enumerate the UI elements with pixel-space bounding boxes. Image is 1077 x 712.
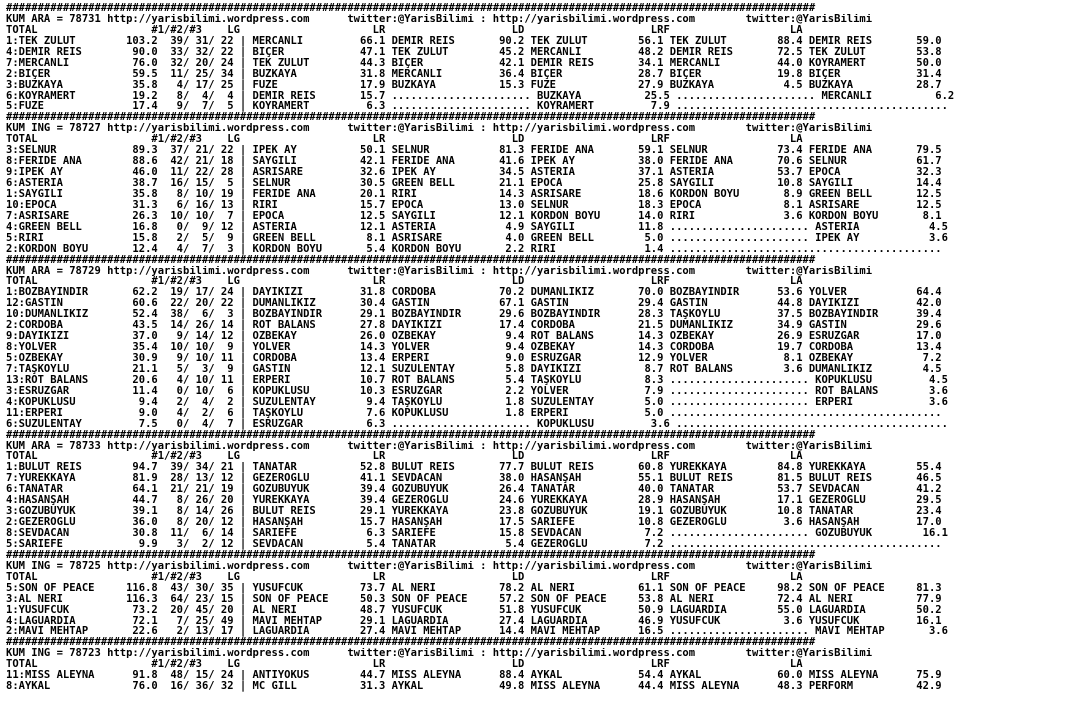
race-header-line: KUM ARA = 78733 http://yarisbilimi.wordpress.com twitter:@YarisBilimi : http://yarisbilimi.wordpress.com twitter:@YarisBilimi	[6, 440, 873, 452]
race-row-line: 3:SELNUR 89.3 37/ 21/ 22 | İPEK AY 50.1 SELNUR 81.3 FERİDE ANA 59.1 SELNUR 73.4 FERİDE ANA 79.5	[6, 145, 942, 157]
race-row-line: 4:DEMİR REİS 90.0 33/ 32/ 22 | BİÇER 47.1 TEK ZULUT 45.2 MERCANLI 48.2 DEMİR REİS 72.5 TEK ZULUT 53.8	[6, 46, 942, 58]
separator-line: ################################################################################################################################	[6, 549, 816, 561]
race-header-line: KUM ARA = 78731 http://yarisbilimi.wordpress.com twitter:@YarisBilimi : http://yarisbilimi.wordpress.com twitter:@YarisBilimi	[6, 13, 873, 25]
race-row-line: 7:YÜREKKAYA 81.9 28/ 13/ 12 | GEZEROĞLU 41.1 SEVDACAN 38.0 HASANŞAH 55.1 BULUT REİS 81.5 BULUT REİS 46.5	[6, 473, 942, 485]
race-row-line: 7:MERCANLI 76.0 32/ 20/ 24 | TEK ZULUT 44.3 BİÇER 42.1 DEMİR REİS 34.1 MERCANLI 44.0 KOYRAMERT 50.0	[6, 57, 942, 69]
column-header-line: TOTAL #1/#2/#3 LG LR LD LRF LA	[6, 659, 803, 671]
separator-line: ################################################################################################################################	[6, 112, 816, 124]
race-row-line: 4:LAGUARDIA 72.1 7/ 25/ 49 | MAVİ MEHTAP 29.1 LAGUARDIA 27.4 LAGUARDIA 46.9 YUSUFCUK 3.6 YUSUFCUK 16.1	[6, 615, 942, 627]
race-header-line: KUM ING = 78727 http://yarisbilimi.wordpress.com twitter:@YarisBilimi : http://yarisbilimi.wordpress.com twitter:@YarisBilimi	[6, 123, 873, 135]
race-row-line: 2:GEZEROĞLU 36.0 8/ 20/ 12 | HASANŞAH 15.7 HASANŞAH 17.5 SARİEFE 10.8 GEZEROĞLU 3.6 HASANŞAH 17.0	[6, 517, 942, 528]
race-row-line: 1:YUSUFCUK 73.2 20/ 45/ 20 | AL NERİ 48.7 YUSUFCUK 51.8 YUSUFCUK 50.9 LAGUARDIA 55.0 LAGUARDIA 50.2	[6, 604, 942, 616]
race-row-line: 6:TANATAR 64.1 21/ 21/ 19 | GÖZÜBÜYÜK 39.4 GÖZÜBÜYÜK 26.4 TANATAR 40.0 TANATAR 53.7 SEVDACAN 41.2	[6, 484, 942, 496]
race-row-line: 5:RİRİ 15.8 2/ 5/ 9 | GREEN BELL 8.1 ASRISARE 4.0 GREEN BELL 5.0 ...................... İPEK AY 3.6	[6, 232, 948, 244]
race-row-line: 5:SON OF PEACE 116.8 43/ 30/ 35 | YUSUFCUK 73.7 AL NERİ 78.2 AL NERİ 61.1 SON OF PEACE 98.2 SON OF PEACE 81.3	[6, 582, 942, 594]
separator-line: ################################################################################################################################	[6, 637, 816, 649]
race-row-line: 13:ROT BALANS 20.6 4/ 10/ 11 | ERPERİ 10.7 ROT BALANS 5.4 TAŞKÖYLÜ 8.3 ...................... KÖPÜKLÜSÜ 4.5	[6, 374, 948, 386]
race-header-line: KUM ING = 78723 http://yarisbilimi.wordpress.com twitter:@YarisBilimi : http://yarisbilimi.wordpress.com twitter:@YarisBilimi	[6, 648, 873, 660]
race-row-line: 2:MAVİ MEHTAP 22.6 2/ 13/ 17 | LAGUARDIA 27.4 MAVİ MEHTAP 14.4 MAVİ MEHTAP 16.5 ...................... MAVİ MEHTAP 3.6	[6, 626, 948, 638]
race-row-line: 5:SARİEFE 9.9 3/ 2/ 12 | SEVDACAN 5.4 TANATAR 5.4 GEZEROĞLU 7.2 ...........................................	[6, 538, 942, 550]
race-row-line: 6:SÜZÜLENTAY 7.5 0/ 4/ 7 | ESRÜZGAR 6.3 ...................... KÖPÜKLÜSÜ 3.6 ...........................................	[6, 418, 948, 430]
race-row-line: 8:YOLVER 35.4 10/ 10/ 9 | YOLVER 14.3 YOLVER 9.4 ÖZBEKAY 14.3 CORDOBA 19.7 CORDOBA 13.4	[6, 342, 942, 353]
race-row-line: 12:GASTİN 60.6 22/ 20/ 22 | DUMANLIKIZ 30.4 GASTİN 67.1 GASTİN 29.4 GASTİN 44.8 DAYIKIZI 42.0	[6, 298, 942, 310]
separator-line: ################################################################################################################################	[6, 429, 816, 441]
race-row-line: 1:SAYGILI 35.8 8/ 10/ 19 | FERİDE ANA 20.1 RİRİ 14.3 ASRISARE 18.6 KORDON BOYU 8.9 GREEN BELL 12.5	[6, 188, 942, 200]
column-header-line: TOTAL #1/#2/#3 LG LR LD LRF LA	[6, 451, 803, 463]
race-row-line: 4:GREEN BELL 16.8 0/ 9/ 12 | ASTERİA 12.1 ASTERİA 4.9 SAYGILI 11.8 ...................... ASTERİA 4.5	[6, 221, 948, 233]
race-row-line: 10:EPOCA 31.3 6/ 16/ 13 | RİRİ 15.7 EPOCA 13.0 SELNUR 18.3 EPOCA 8.1 ASRISARE 12.5	[6, 199, 942, 211]
column-header-line: TOTAL #1/#2/#3 LG LR LD LRF LA	[6, 134, 803, 146]
race-row-line: 9:DAYIKIZI 37.0 9/ 14/ 12 | ÖZBEKAY 26.0 ÖZBEKAY 9.4 ROT BALANS 14.3 ÖZBEKAY 26.9 ESRÜZGAR 17.0	[6, 331, 942, 343]
race-row-line: 2:BİÇER 59.5 11/ 25/ 34 | BUZKAYA 31.8 MERCANLI 36.4 BİÇER 28.7 BİÇER 19.8 BİÇER 31.4	[6, 68, 942, 80]
race-row-line: 8:AYKAL 76.0 16/ 36/ 32 | MC GILL 31.3 AYKAL 49.8 MISS ALEYNA 44.4 MISS ALEYNA 48.3 PERFORM 42.9	[6, 681, 942, 693]
race-row-line: 5:ÖZBEKAY 30.9 9/ 10/ 11 | CORDOBA 13.4 ERPERİ 9.0 ESRÜZGAR 12.9 YOLVER 8.1 ÖZBEKAY 7.2	[6, 353, 942, 364]
race-row-line: 2:CORDOBA 43.5 14/ 26/ 14 | ROT BALANS 27.8 DAYIKIZI 17.4 CORDOBA 21.5 DUMANLIKIZ 34.9 GASTİN 29.6	[6, 320, 942, 332]
race-row-line: 9:İPEK AY 46.0 11/ 22/ 28 | ASRISARE 32.6 İPEK AY 34.5 ASTERİA 37.1 ASTERİA 53.7 EPOCA 32.3	[6, 167, 942, 178]
race-row-line: 10:DUMANLIKIZ 52.4 38/ 6/ 3 | BOZBAYINDIR 29.1 BOZBAYINDIR 29.6 BOZBAYINDIR 28.3 TAŞKÖYLÜ 37.5 BOZBAYINDIR 39.4	[6, 309, 942, 321]
race-row-line: 3:AL NERİ 116.3 64/ 23/ 15 | SON OF PEACE 50.3 SON OF PEACE 57.2 SON OF PEACE 53.8 AL NERİ 72.4 AL NERİ 77.9	[6, 593, 942, 605]
separator-line: ################################################################################################################################	[6, 3, 816, 14]
race-row-line: 6:KOYRAMERT 19.2 8/ 4/ 4 | DEMİR REİS 15.7 ...................... BUZKAYA 25.5 ...................... MERCANLI 6.2	[6, 90, 955, 102]
race-header-line: KUM ING = 78725 http://yarisbilimi.wordpress.com twitter:@YarisBilimi : http://yarisbilimi.wordpress.com twitter:@YarisBilimi	[6, 560, 873, 572]
race-row-line: 3:ESRÜZGAR 11.4 0/ 10/ 6 | KÖPÜKLÜSÜ 10.3 ESRÜZGAR 2.2 YOLVER 7.9 ...................... ROT BALANS 3.6	[6, 385, 948, 397]
race-row-line: 7:ASRISARE 26.3 10/ 10/ 7 | EPOCA 12.5 SAYGILI 12.1 KORDON BOYU 14.0 RİRİ 3.6 KORDON BOYU 8.1	[6, 210, 942, 222]
race-row-line: 2:KORDON BOYU 12.4 4/ 7/ 3 | KORDON BOYU 5.4 KORDON BOYU 2.2 RİRİ 1.4 ...........................................	[6, 243, 942, 255]
column-header-line: TOTAL #1/#2/#3 LG LR LD LRF LA	[6, 24, 803, 36]
race-row-line: 11:ERPERİ 9.0 4/ 2/ 6 | TAŞKÖYLÜ 7.6 KÖPÜKLÜSÜ 1.8 ERPERİ 5.0 ...........................................	[6, 407, 942, 419]
race-row-line: 11:MISS ALEYNA 91.8 48/ 15/ 24 | ANTIYOKUS 44.7 MISS ALEYNA 88.4 AYKAL 54.4 AYKAL 60.0 MISS ALEYNA 75.9	[6, 670, 942, 682]
race-row-line: 5:FÜZE 17.4 9/ 7/ 5 | KOYRAMERT 6.3 ...................... KOYRAMERT 7.9 ...........................................	[6, 101, 948, 113]
race-row-line: 4:HASANŞAH 44.7 8/ 26/ 20 | YÜREKKAYA 39.4 GEZEROĞLU 24.6 YÜREKKAYA 28.9 HASANŞAH 17.1 GEZEROĞLU 29.5	[6, 495, 942, 507]
race-header-line: KUM ARA = 78729 http://yarisbilimi.wordpress.com twitter:@YarisBilimi : http://yarisbilimi.wordpress.com twitter:@YarisBilimi	[6, 265, 873, 277]
column-header-line: TOTAL #1/#2/#3 LG LR LD LRF LA	[6, 571, 803, 583]
race-row-line: 6:ASTERIA 38.7 16/ 15/ 5 | SELNUR 30.5 GREEN BELL 21.1 EPOCA 25.8 SAYGILI 10.8 SAYGILI 14.4	[6, 178, 942, 189]
column-header-line: TOTAL #1/#2/#3 LG LR LD LRF LA	[6, 276, 803, 288]
race-row-line: 1:BULUT REİS 94.7 39/ 34/ 21 | TANATAR 52.8 BULUT REİS 77.7 BULUT REİS 60.8 YÜREKKAYA 84.8 YÜREKKAYA 55.4	[6, 462, 942, 474]
separator-line: ################################################################################################################################	[6, 254, 816, 266]
race-row-line: 8:FERİDE ANA 88.6 42/ 21/ 18 | SAYGILI 42.1 FERİDE ANA 41.6 İPEK AY 38.0 FERİDE ANA 70.6 SELNUR 61.7	[6, 156, 942, 168]
race-row-line: 1:BOZBAYINDIR 62.2 19/ 17/ 24 | DAYIKIZI 31.8 CORDOBA 70.2 DUMANLIKIZ 70.0 BOZBAYINDIR 53.6 YOLVER 64.4	[6, 287, 942, 299]
race-row-line: 8:SEVDACAN 30.8 11/ 6/ 14 | SARİEFE 6.3 SARİEFE 15.8 SEVDACAN 7.2 ...................... GÖZÜBÜYÜK 16.1	[6, 528, 948, 539]
race-row-line: 1:TEK ZULUT 103.2 39/ 31/ 22 | MERCANLI 66.1 DEMİR REİS 90.2 TEK ZULUT 56.1 TEK ZULUT 88.4 DEMİR REİS 59.0	[6, 35, 942, 47]
race-row-line: 4:KÖPÜKLÜSÜ 9.4 2/ 4/ 2 | SÜZÜLENTAY 9.4 TAŞKÖYLÜ 1.8 SÜZÜLENTAY 5.0 ...................... ERPERİ 3.6	[6, 396, 948, 408]
race-row-line: 7:TAŞKÖYLÜ 21.1 5/ 3/ 9 | GASTİN 12.1 SÜZÜLENTAY 5.8 DAYIKIZI 8.7 ROT BALANS 3.6 DUMANLIKIZ 4.5	[6, 363, 942, 375]
race-row-line: 3:BUZKAYA 35.8 4/ 17/ 25 | FÜZE 17.9 BUZKAYA 15.3 FÜZE 27.9 BUZKAYA 4.5 BUZKAYA 28.7	[6, 79, 942, 91]
race-row-line: 3:GÖZÜBÜYÜK 39.1 8/ 14/ 26 | BULUT REİS 29.1 YÜREKKAYA 23.8 GÖZÜBÜYÜK 19.1 GÖZÜBÜYÜK 10.8 TANATAR 23.4	[6, 506, 942, 518]
